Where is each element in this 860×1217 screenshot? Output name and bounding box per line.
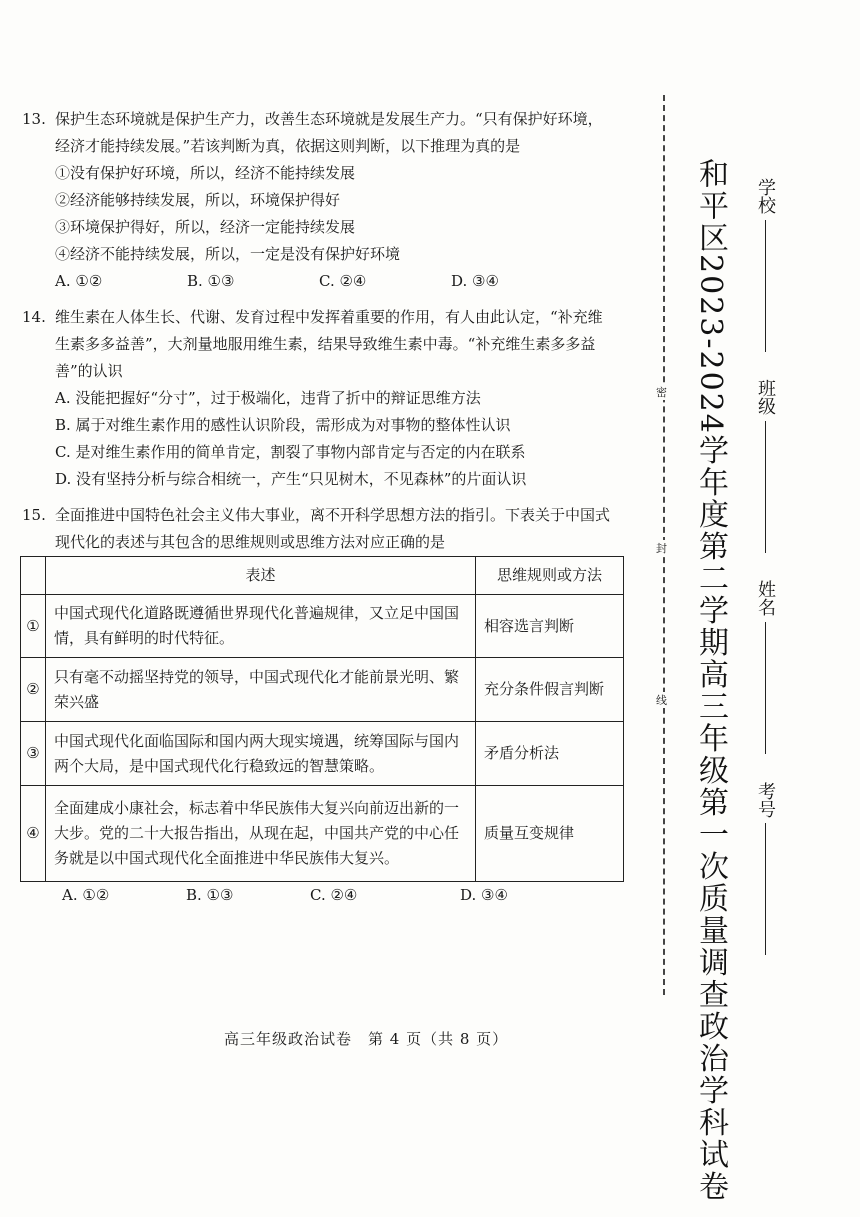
question-stem: 全面推进中国特色社会主义伟大事业，离不开科学思想方法的指引。下表关于中国式	[55, 506, 611, 524]
row-index: ②	[21, 658, 46, 722]
question-stem: 生素多多益善”，大剂量地服用维生素，结果导致维生素中毒。“补充维生素多多益	[55, 335, 596, 353]
option-b: B. ①③	[187, 272, 235, 290]
table-header-index	[21, 557, 46, 595]
statement-3: ③环境保护得好，所以，经济一定能持续发展	[55, 218, 356, 236]
row-index: ①	[21, 595, 46, 658]
table-row	[21, 786, 624, 882]
row-method: 充分条件假言判断	[476, 658, 624, 722]
statement-1: ①没有保护好环境，所以，经济不能持续发展	[55, 164, 356, 182]
option-a: A. ①②	[55, 272, 103, 290]
table-header-desc: 表述	[46, 557, 476, 595]
statement-4: ④经济不能持续发展，所以，一定是没有保护好环境	[55, 245, 401, 263]
option-a: A. 没能把握好“分寸”，过于极端化，违背了折中的辩证思维方法	[55, 389, 481, 407]
row-method: 相容选言判断	[476, 595, 624, 658]
option-b: B. ①③	[186, 886, 234, 904]
field-name-blank[interactable]	[765, 622, 766, 754]
table-header-method: 思维规则或方法	[476, 557, 624, 595]
question-number: 14.	[22, 308, 46, 326]
question-15	[22, 502, 622, 556]
row-desc: 中国式现代化道路既遵循世界现代化普遍规律，又立足中国国情，具有鲜明的时代特征。	[46, 595, 476, 658]
seal-char: 密	[656, 386, 667, 399]
page-footer: 高三年级政治试卷 第 4 页（共 8 页）	[224, 1030, 509, 1048]
row-index: ③	[21, 722, 46, 786]
correspondence-table	[20, 556, 624, 882]
row-method: 质量互变规律	[476, 786, 624, 882]
field-class-blank[interactable]	[765, 421, 766, 553]
student-info	[752, 178, 778, 955]
table-row	[21, 722, 624, 786]
question-13	[22, 106, 622, 295]
field-id-blank[interactable]	[765, 823, 766, 955]
option-c: C. ②④	[310, 886, 358, 904]
row-desc: 全面建成小康社会，标志着中华民族伟大复兴向前迈出新的一大步。党的二十大报告指出，从现在起，中国共产党的中心任务就是以中国式现代化全面推进中华民族伟大复兴。	[46, 786, 476, 882]
field-id-label: 考号	[755, 781, 776, 818]
seal-char: 线	[656, 694, 667, 707]
table-row	[21, 658, 624, 722]
field-class-label: 班级	[755, 379, 776, 416]
question-14	[22, 304, 622, 493]
option-d: D. ③④	[460, 886, 508, 904]
option-d: D. ③④	[451, 272, 499, 290]
row-method: 矛盾分析法	[476, 722, 624, 786]
option-b: B. 属于对维生素作用的感性认识阶段，需形成为对事物的整体性认识	[55, 416, 511, 434]
statement-2: ②经济能够持续发展，所以，环境保护得好	[55, 191, 341, 209]
field-name-label: 姓名	[755, 580, 776, 617]
field-school-blank[interactable]	[765, 220, 766, 352]
row-desc: 中国式现代化面临国际和国内两大现实境遇，统筹国际与国内两个大局，是中国式现代化行稳致远的智慧策略。	[46, 722, 476, 786]
option-c: C. 是对维生素作用的简单肯定，割裂了事物内部肯定与否定的内在联系	[55, 443, 526, 461]
table-row	[21, 595, 624, 658]
option-a: A. ①②	[62, 886, 110, 904]
question-stem: 维生素在人体生长、代谢、发育过程中发挥着重要的作用，有人由此认定，“补充维	[55, 308, 603, 326]
question-stem: 经济才能持续发展。”若该判断为真，依据这则判断，以下推理为真的是	[55, 137, 521, 155]
answer-options	[62, 886, 622, 904]
answer-options	[22, 268, 622, 295]
question-stem: 现代化的表述与其包含的思维规则或思维方法对应正确的是	[55, 533, 446, 551]
row-index: ④	[21, 786, 46, 882]
row-desc: 只有毫不动摇坚持党的领导，中国式现代化才能前景光明、繁荣兴盛	[46, 658, 476, 722]
question-number: 15.	[22, 506, 46, 524]
table-header-row	[21, 557, 624, 595]
question-number: 13.	[22, 110, 46, 128]
question-stem: 善”的认识	[55, 362, 123, 380]
question-stem: 保护生态环境就是保护生产力，改善生态环境就是发展生产力。“只有保护好环境，	[55, 110, 603, 128]
field-school-label: 学校	[755, 178, 776, 214]
seal-char: 封	[656, 542, 667, 555]
exam-title: 和平区2023-2024学年度第二学期高三年级第一次质量调查政治学科试卷	[693, 158, 728, 1203]
option-c: C. ②④	[319, 272, 367, 290]
option-d: D. 没有坚持分析与综合相统一，产生“只见树木，不见森林”的片面认识	[55, 470, 527, 488]
